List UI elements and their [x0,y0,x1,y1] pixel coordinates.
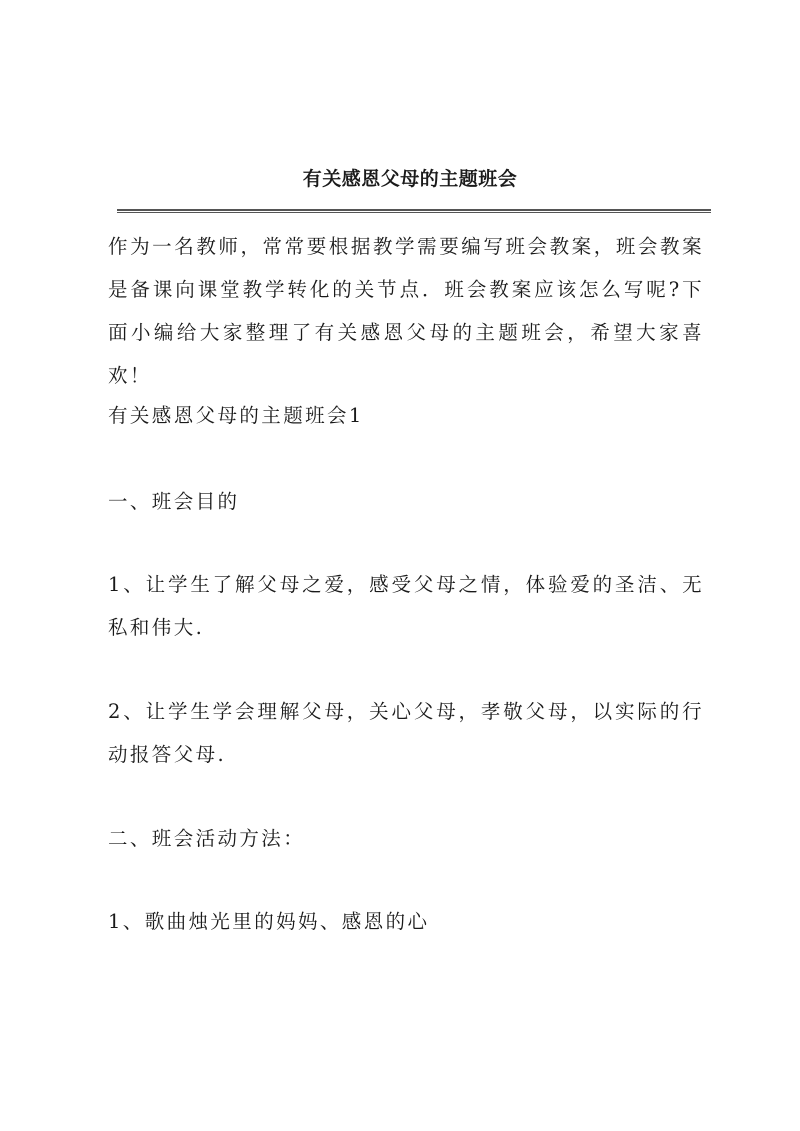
list-item: 1、让学生了解父母之爱，感受父母之情，体验爱的圣洁、无私和伟大. [108,573,704,639]
list-item: 1、歌曲烛光里的妈妈、感恩的心 [108,910,430,933]
section-heading-purpose: 一、班会目的 [108,490,240,513]
list-item: 2、让学生学会理解父母，关心父母，孝敬父母，以实际的行动报答父母. [108,700,704,766]
subtitle-paragraph: 有关感恩父母的主题班会1 [108,404,364,427]
intro-paragraph: 作为一名教师，常常要根据教学需要编写班会教案，班会教案是备课向课堂教学转化的关节点．班会教案应该怎么写呢?下面小编给大家整理了有关感恩父母的主题班会，希望大家喜欢！ [108,235,704,387]
section-heading-methods: 二、班会活动方法： [108,827,306,850]
title-divider [117,209,711,213]
page-title: 有关感恩父母的主题班会 [302,168,518,190]
